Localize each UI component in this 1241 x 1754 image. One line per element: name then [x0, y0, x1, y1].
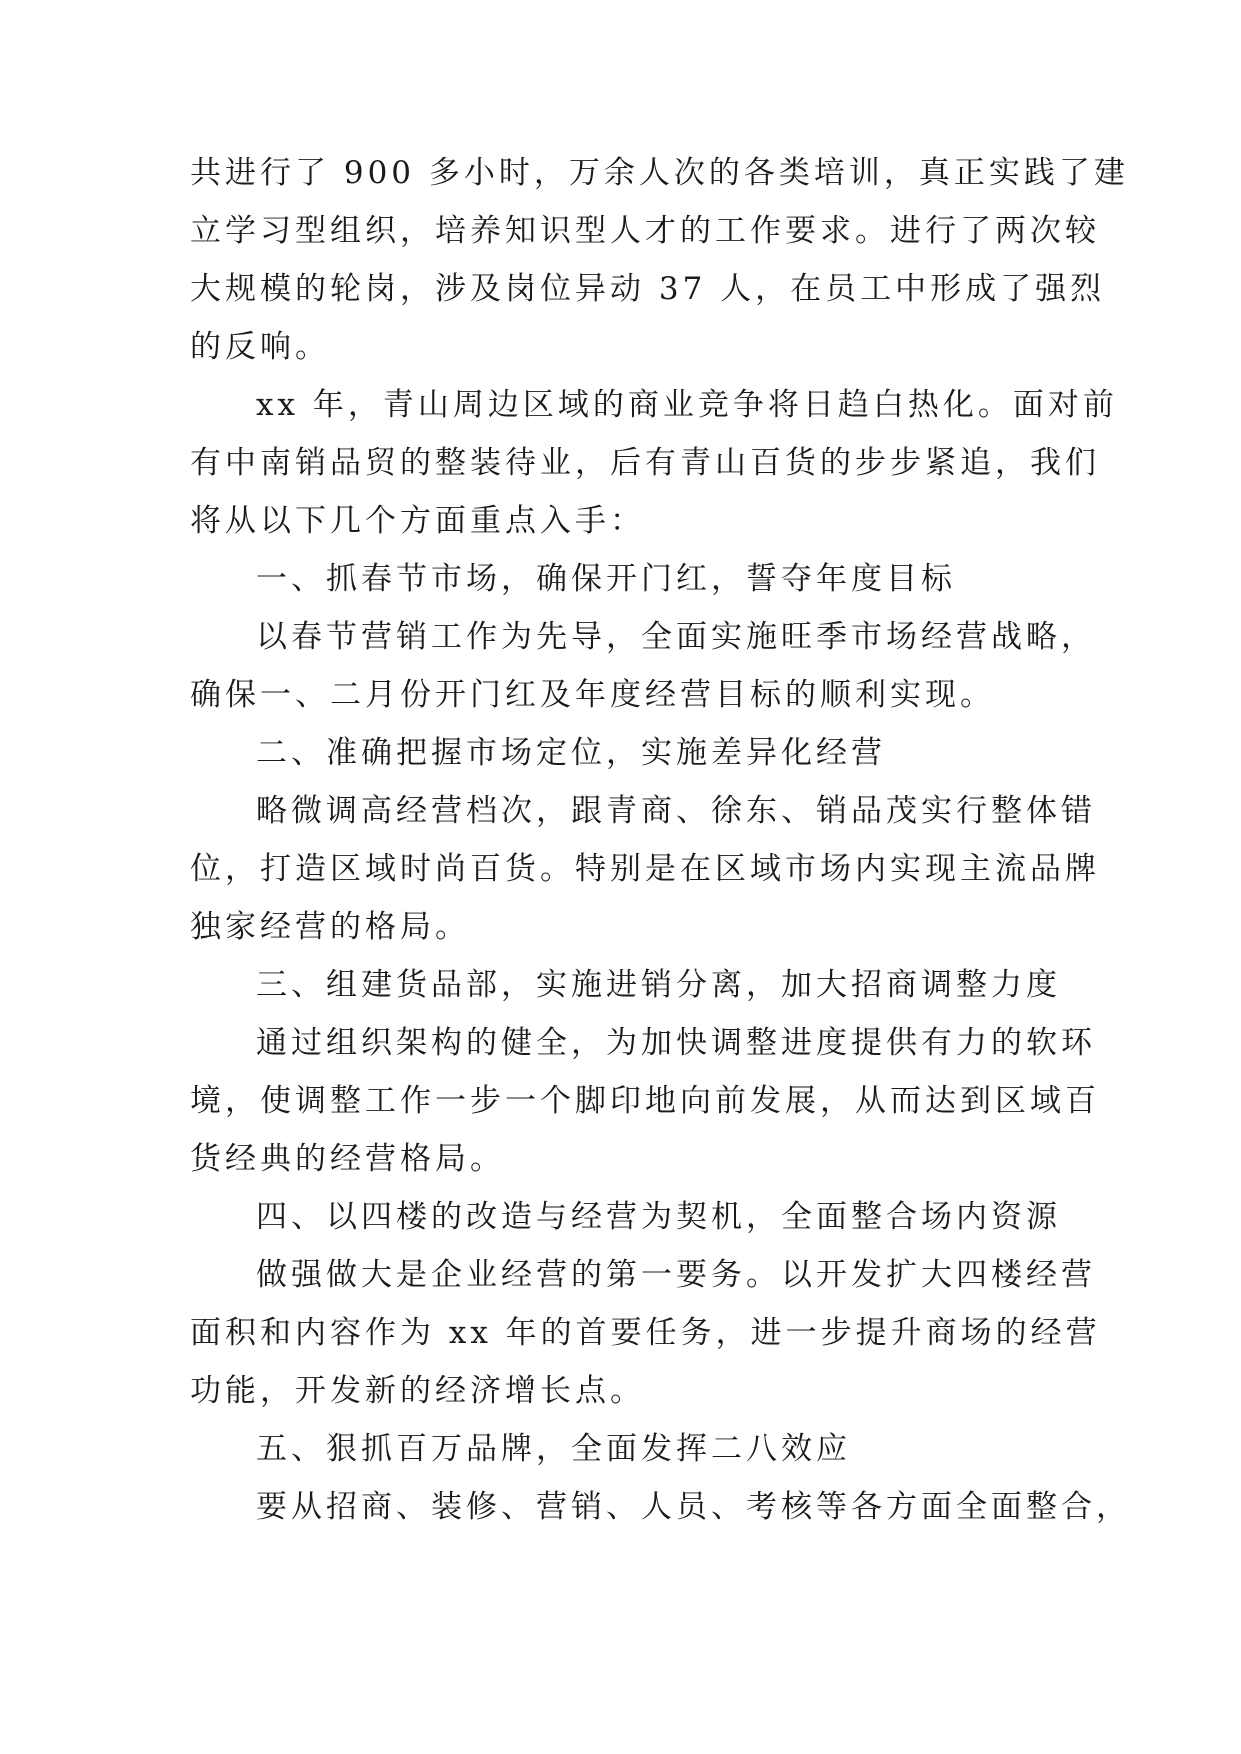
paragraph-start-line: 要从招商、装修、营销、人员、考核等各方面全面整合， — [256, 1489, 1131, 1525]
section-heading-5: 五、狠抓百万品牌，全面发挥二八效应 — [256, 1431, 851, 1467]
text-line: 将从以下几个方面重点入手： — [190, 503, 645, 539]
text-line: 立学习型组织，培养知识型人才的工作要求。进行了两次较 — [190, 213, 1100, 249]
text-line: 独家经营的格局。 — [190, 909, 470, 945]
section-heading-3: 三、组建货品部，实施进销分离，加大招商调整力度 — [256, 967, 1061, 1003]
paragraph-start-line: 以春节营销工作为先导，全面实施旺季市场经营战略， — [256, 619, 1096, 655]
text-line: 共进行了 900 多小时，万余人次的各类培训，真正实践了建 — [190, 155, 1129, 191]
paragraph-start-line: xx 年，青山周边区域的商业竞争将日趋白热化。面对前 — [256, 387, 1118, 423]
text-line: 确保一、二月份开门红及年度经营目标的顺利实现。 — [190, 677, 995, 713]
text-line: 境，使调整工作一步一个脚印地向前发展，从而达到区域百 — [190, 1083, 1100, 1119]
text-line: 的反响。 — [190, 329, 330, 365]
paragraph-start-line: 通过组织架构的健全，为加快调整进度提供有力的软环 — [256, 1025, 1096, 1061]
section-heading-2: 二、准确把握市场定位，实施差异化经营 — [256, 735, 886, 771]
text-line: 有中南销品贸的整装待业，后有青山百货的步步紧追，我们 — [190, 445, 1100, 481]
section-heading-1: 一、抓春节市场，确保开门红，誓夺年度目标 — [256, 561, 956, 597]
text-line: 大规模的轮岗，涉及岗位异动 37 人，在员工中形成了强烈 — [190, 271, 1106, 307]
text-line: 货经典的经营格局。 — [190, 1141, 505, 1177]
text-line: 位，打造区域时尚百货。特别是在区域市场内实现主流品牌 — [190, 851, 1100, 887]
text-line: 功能，开发新的经济增长点。 — [190, 1373, 645, 1409]
text-line: 面积和内容作为 xx 年的首要任务，进一步提升商场的经营 — [190, 1315, 1101, 1351]
paragraph-start-line: 略微调高经营档次，跟青商、徐东、销品茂实行整体错 — [256, 793, 1096, 829]
paragraph-start-line: 做强做大是企业经营的第一要务。以开发扩大四楼经营 — [256, 1257, 1096, 1293]
section-heading-4: 四、以四楼的改造与经营为契机，全面整合场内资源 — [256, 1199, 1061, 1235]
